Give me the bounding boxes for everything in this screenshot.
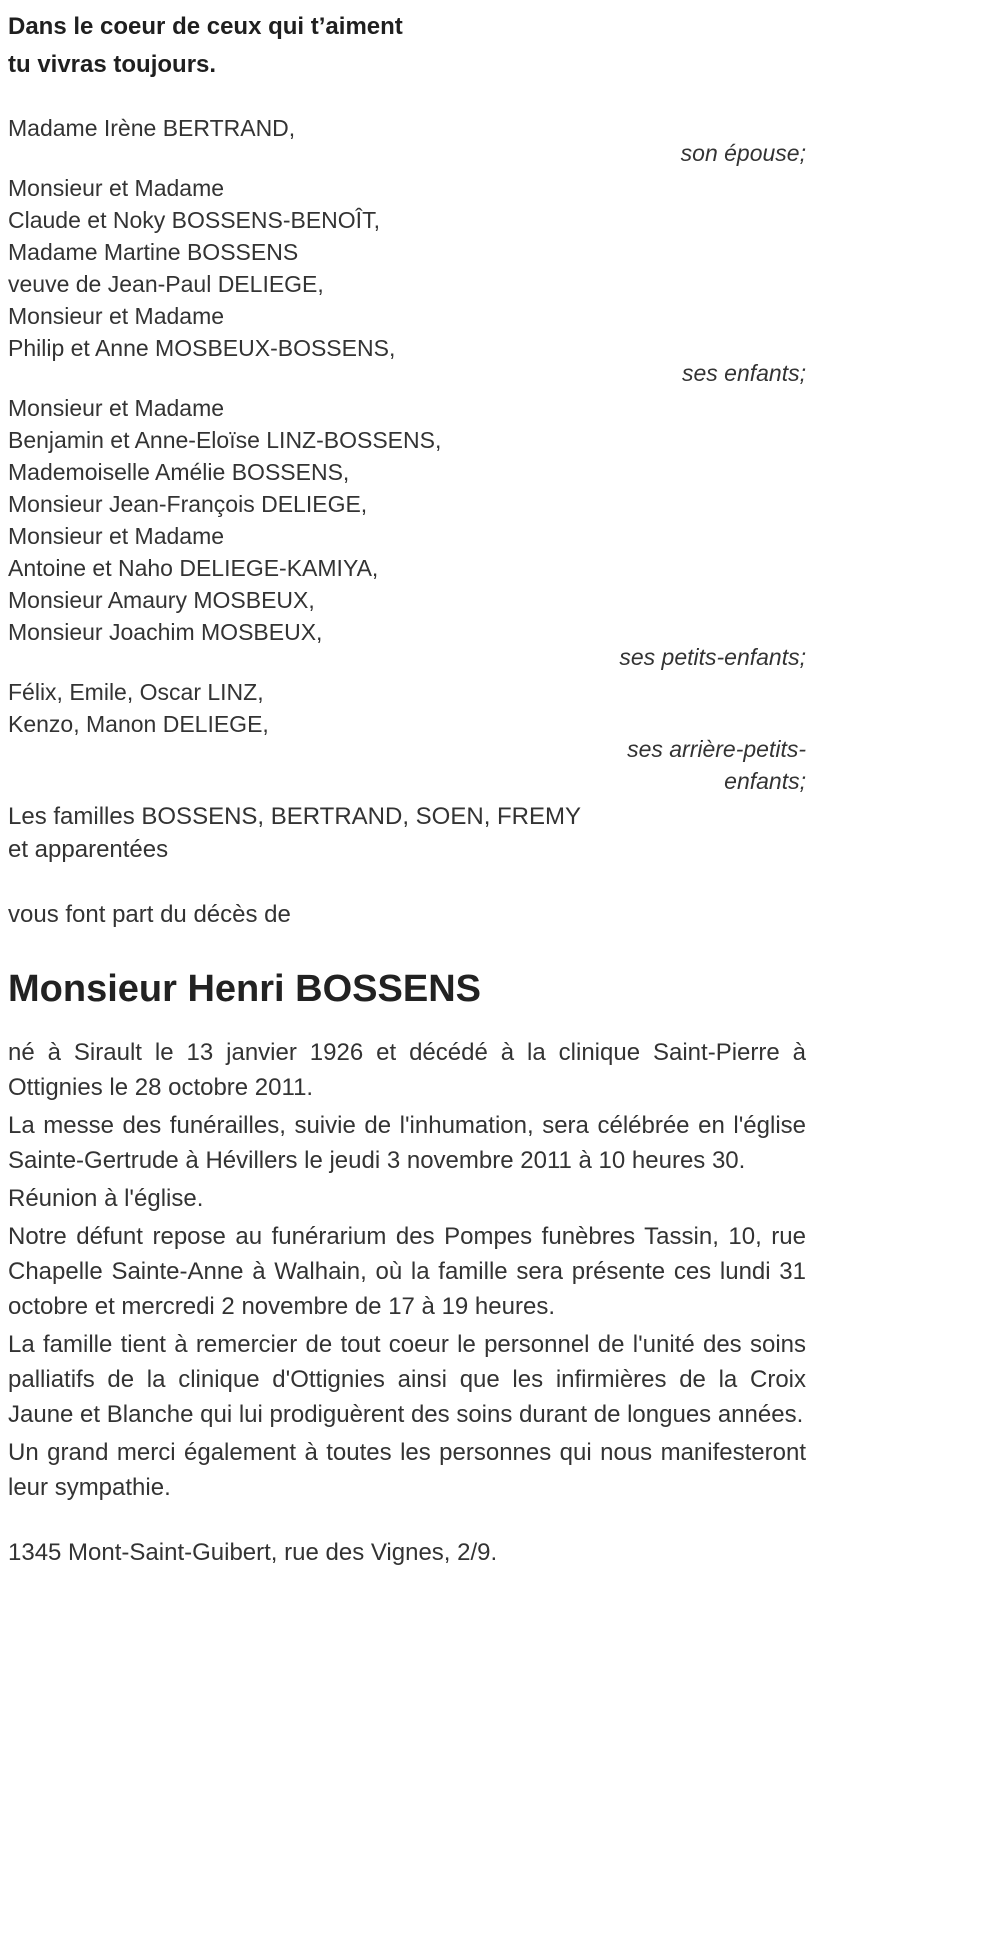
body-paragraph-thanks-sympathy: Un grand merci également à toutes les personnes qui nous manifesteront leur sympathie.: [8, 1439, 806, 1501]
relative-line: Félix, Emile, Oscar LINZ,: [8, 679, 264, 705]
notice-body: [8, 1035, 806, 1505]
relative-line: Monsieur et Madame: [8, 175, 225, 201]
relatives-group-spouse: [8, 112, 806, 169]
relative-line: Monsieur et Madame: [8, 303, 225, 329]
deceased-name: Monsieur Henri BOSSENS: [8, 968, 481, 1010]
epigraph-line-2: tu vivras toujours.: [8, 51, 217, 78]
relation-label-great-grandchildren: [8, 733, 806, 797]
relatives-group-great-grandchildren: [8, 676, 806, 797]
relative-line: Kenzo, Manon DELIEGE,: [8, 711, 269, 737]
relatives-list: [8, 112, 806, 866]
relative-line: Madame Irène BERTRAND,: [8, 115, 296, 141]
families-block: [8, 800, 806, 866]
announcement-line: vous font part du décès de: [8, 901, 291, 928]
address-line: 1345 Mont-Saint-Guibert, rue des Vignes, 2/9.: [8, 1539, 498, 1566]
epigraph: [8, 8, 806, 84]
relative-line: Monsieur Amaury MOSBEUX,: [8, 587, 315, 613]
relative-line: Monsieur Jean-François DELIEGE,: [8, 491, 368, 517]
relatives-group-children: [8, 172, 806, 389]
relation-label-text: ses arrière-petits-enfants;: [627, 736, 806, 794]
families-line-2: et apparentées: [8, 836, 169, 863]
relation-label-text: ses enfants;: [681, 360, 806, 386]
relative-line: veuve de Jean-Paul DELIEGE,: [8, 271, 324, 297]
body-paragraph-birth-death: né à Sirault le 13 janvier 1926 et décédé à la clinique Saint-Pierre à Ottignies le 28 octobre 2011.: [8, 1039, 806, 1101]
relative-line: Monsieur et Madame: [8, 395, 225, 421]
relation-label-text: ses petits-enfants;: [619, 644, 806, 670]
families-line-1: Les familles BOSSENS, BERTRAND, SOEN, FREMY: [8, 803, 582, 830]
body-paragraph-thanks-staff: La famille tient à remercier de tout coeur le personnel de l'unité des soins palliatifs de la clinique d'Ottignies ainsi que les infirmières de la Croix Jaune et Blanche qui lui prodiguèrent des soins durant de longues années.: [8, 1331, 806, 1428]
relative-line: Monsieur Joachim MOSBEUX,: [8, 619, 323, 645]
body-paragraph-reunion: Réunion à l'église.: [8, 1185, 204, 1212]
relative-line: Antoine et Naho DELIEGE-KAMIYA,: [8, 555, 379, 581]
epigraph-line-1: Dans le coeur de ceux qui t’aiment: [8, 13, 403, 40]
body-paragraph-funerarium: Notre défunt repose au funérarium des Pompes funèbres Tassin, 10, rue Chapelle Sainte-Anne à Walhain, où la famille sera présente ces lundi 31 octobre et mercredi 2 novembre de 17 à 19 heures.: [8, 1223, 806, 1320]
relative-line: Benjamin et Anne-Eloïse LINZ-BOSSENS,: [8, 427, 442, 453]
relative-line: Mademoiselle Amélie BOSSENS,: [8, 459, 350, 485]
relative-line: Claude et Noky BOSSENS-BENOÎT,: [8, 207, 380, 233]
relative-line: Philip et Anne MOSBEUX-BOSSENS,: [8, 335, 396, 361]
relative-line: Madame Martine BOSSENS: [8, 239, 299, 265]
body-paragraph-mass: La messe des funérailles, suivie de l'inhumation, sera célébrée en l'église Sainte-Gertrude à Hévillers le jeudi 3 novembre 2011 à 10 heures 30.: [8, 1112, 806, 1174]
relatives-group-grandchildren: [8, 392, 806, 673]
relative-line: Monsieur et Madame: [8, 523, 225, 549]
relation-label-text: son épouse;: [680, 140, 806, 166]
